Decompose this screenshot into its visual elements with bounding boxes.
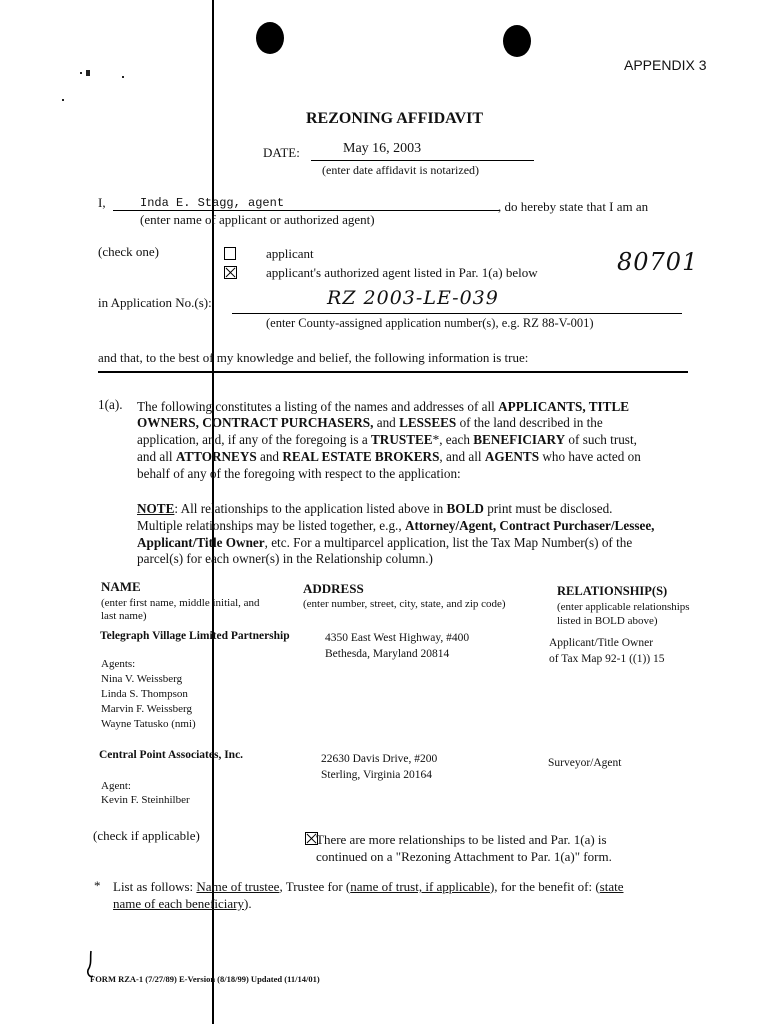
footnote-line [113,879,624,895]
section-1a-line: OWNERS, CONTRACT PURCHASERS, and LESSEES of the land described in the [137,415,603,430]
agent-name: Kevin F. Steinhilber [101,794,190,806]
agent-name: Marvin F. Weissberg [101,703,193,715]
check-if-applicable-label: (check if applicable) [93,828,200,843]
footnote-trustee: Name of trustee [196,879,280,894]
relationship-column-header: RELATIONSHIP(S) [557,584,668,598]
belief-statement: and that, to the best of my knowledge and belief, the following information is true: [98,350,529,365]
application-hint: (enter County-assigned application number(s), e.g. RZ 88-V-001) [266,316,594,330]
agent-name: Linda S. Thompson [101,688,188,700]
entity-address: 4350 East West Highway, #400 [325,632,470,644]
agent-option-label: applicant's authorized agent listed in Par. 1(a) below [266,265,538,280]
application-label: in Application No.(s): [98,295,212,310]
date-hint: (enter date affidavit is notarized) [322,163,480,177]
note-line: Multiple relationships may be listed together, e.g., Attorney/Agent, Contract Purchaser/Lessee, [137,518,655,533]
entity-relationship: Surveyor/Agent [548,757,622,769]
footnote-beneficiary: name of each beneficiary [113,896,245,911]
footnote-line [113,896,252,912]
relationship-column-hint: listed in BOLD above) [557,615,658,627]
entity-address: 22630 Davis Drive, #200 [321,753,438,765]
footnote-end: ). [244,896,252,911]
address-column-hint: (enter number, street, city, state, and zip code) [303,598,506,610]
punch-hole-right [503,25,531,57]
note-line: parcel(s) for each owner(s) in the Relationship column.) [137,551,433,566]
footnote-trustee-for: , Trustee for ( [279,879,351,894]
agent-name: Nina V. Weissberg [101,673,183,685]
date-underline [311,160,534,161]
name-column-hint: (enter first name, middle initial, and [101,597,260,609]
section-1a-line: application, and, if any of the foregoing is a TRUSTEE*, each BENEFICIARY of such trust, [137,432,637,447]
name-column-hint: last name) [101,610,147,622]
application-underline [232,313,682,314]
applicant-checkbox[interactable] [224,247,236,260]
section-1a-line: and all ATTORNEYS and REAL ESTATE BROKERS, and all AGENTS who have acted on [137,449,641,464]
application-number-field[interactable]: RZ 2003-LE-039 [327,287,499,309]
relationship-column-hint: (enter applicable relationships [557,601,690,613]
agents-label: Agent: [101,780,131,792]
section-1a-line: The following constitutes a listing of the names and addresses of all APPLICANTS, TITLE [137,399,630,414]
footnote-benefit: ), for the benefit of: ( [489,879,600,894]
section-divider [98,371,688,373]
agent-name-hint: (enter name of applicant or authorized agent) [140,212,375,227]
date-label: DATE: [263,145,300,160]
check-one-label: (check one) [98,244,159,259]
scan-speck [62,99,64,101]
i-label: I, [98,195,106,210]
section-1a-line: behalf of any of the foregoing with respect to the application: [137,466,461,481]
address-column-header: ADDRESS [303,581,364,596]
agent-checkbox-checked[interactable] [224,266,237,279]
entity-relationship: Applicant/Title Owner [549,637,654,649]
agent-name-field[interactable]: Inda E. Stagg, agent [140,196,285,210]
entity-address: Sterling, Virginia 20164 [321,769,433,781]
entity-relationship: of Tax Map 92-1 ((1)) 15 [549,653,665,665]
note-line: Applicant/Title Owner, etc. For a multiparcel application, list the Tax Map Number(s) of the [137,535,633,550]
entity-address: Bethesda, Maryland 20814 [325,648,450,660]
agent-name-underline [113,210,500,211]
note-line: NOTE: All relationships to the application listed above in BOLD print must be disclosed. [137,501,613,516]
footnote-star: * [94,878,101,893]
page-title: REZONING AFFIDAVIT [306,110,484,127]
more-relationships-text: continued on a "Rezoning Attachment to Par. 1(a)" form. [316,849,612,864]
footnote-trust-name: name of trust, if applicable [350,879,490,894]
scan-speck [86,70,90,76]
agent-name: Wayne Tatusko (nmi) [101,718,196,730]
entity-name: Telegraph Village Limited Partnership [100,630,290,642]
handwritten-number: 80701 [617,248,699,276]
punch-hole-left [256,22,284,54]
agents-label: Agents: [101,658,136,670]
footnote-lead: List as follows: [113,879,197,894]
entity-name: Central Point Associates, Inc. [99,749,244,761]
more-relationships-text: There are more relationships to be listed and Par. 1(a) is [316,832,607,847]
statement-text: , do hereby state that I am an [498,199,649,214]
name-column-header: NAME [101,579,141,594]
scan-speck [80,72,82,74]
applicant-option-label: applicant [266,246,314,261]
appendix-label: APPENDIX 3 [624,57,707,73]
footnote-state: state [599,879,624,894]
section-1a-label: 1(a). [98,397,123,412]
scan-speck [122,76,124,78]
date-value[interactable]: May 16, 2003 [343,141,422,156]
form-identifier: FORM RZA-1 (7/27/89) E-Version (8/18/99) Updated (11/14/01) [90,974,320,984]
